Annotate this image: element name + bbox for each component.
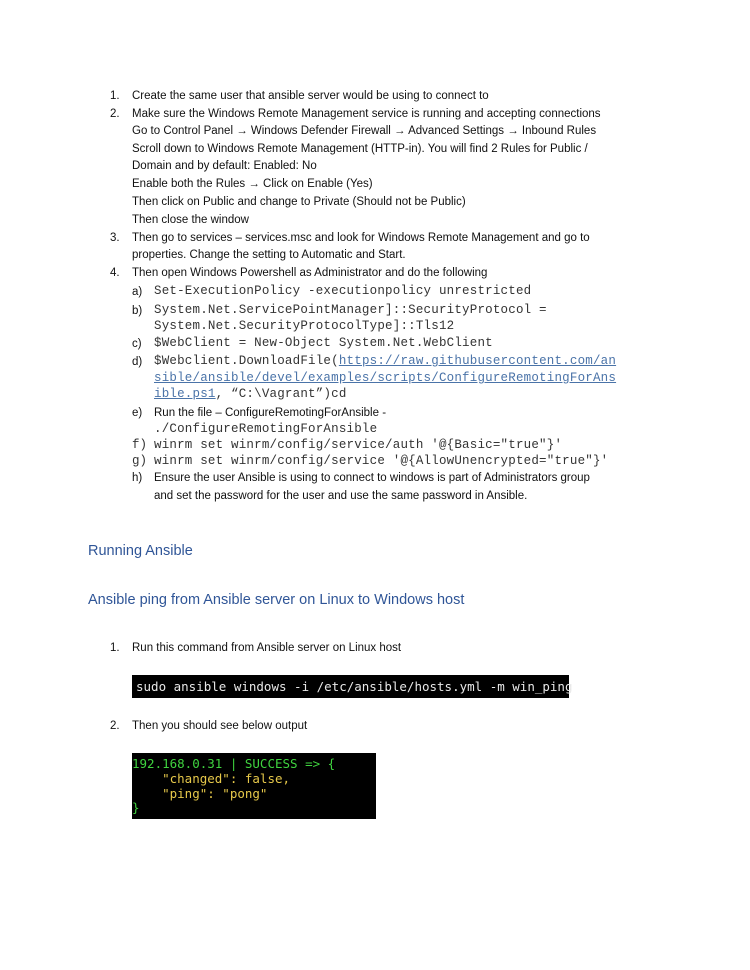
- script-url-link[interactable]: ible.ps1: [154, 387, 216, 401]
- list-item-text: Create the same user that ansible server would be using to connect to: [132, 90, 489, 102]
- substep-code: [154, 371, 616, 385]
- terminal-output-line: "changed": false,: [132, 771, 291, 786]
- list-item-text: Scroll down to Windows Remote Management (HTTP-in). You will find 2 Rules for Public /: [132, 143, 588, 155]
- terminal-output-line: }: [132, 800, 140, 815]
- substep-code: System.Net.SecurityProtocolType]::Tls12: [154, 319, 455, 333]
- list-number: 2.: [110, 108, 120, 120]
- substep-code: [154, 354, 616, 368]
- substep-code: $WebClient = New-Object System.Net.WebClient: [154, 336, 493, 350]
- list-number: 3.: [110, 232, 120, 244]
- list-number: 4.: [110, 267, 120, 279]
- list-item-text: Enable both the Rules → Click on Enable (Yes): [132, 178, 373, 190]
- list-item-text: Then close the window: [132, 214, 249, 226]
- terminal-output-line: "ping": "pong": [132, 786, 268, 801]
- substep-label: e): [132, 407, 143, 419]
- code-suffix: , “C:\Vagrant”)cd: [215, 387, 347, 401]
- list-number: 1.: [110, 90, 120, 102]
- list-item-text: Then click on Public and change to Private (Should not be Public): [132, 196, 466, 208]
- code-prefix: $Webclient.DownloadFile(: [154, 354, 339, 368]
- list-item-text: Then go to services – services.msc and look for Windows Remote Management and go to: [132, 232, 590, 244]
- substep-code: Set-ExecutionPolicy -executionpolicy unrestricted: [154, 284, 532, 298]
- list-number: 2.: [110, 720, 120, 732]
- substep-code: [154, 387, 347, 401]
- section-heading-ansible-ping: Ansible ping from Ansible server on Linux to Windows host: [88, 592, 465, 608]
- substep-code: System.Net.ServicePointManager]::SecurityProtocol =: [154, 303, 547, 317]
- terminal-command-screenshot: [132, 675, 573, 698]
- terminal-command: sudo ansible windows -i /etc/ansible/hosts.yml -m win_ping: [136, 679, 573, 694]
- substep-label: f): [132, 438, 148, 452]
- substep-label: h): [132, 472, 143, 484]
- list-item-text: Make sure the Windows Remote Management service is running and accepting connections: [132, 108, 601, 120]
- section-heading-running-ansible: Running Ansible: [88, 543, 193, 559]
- script-url-link[interactable]: sible/ansible/devel/examples/scripts/ConfigureRemotingForAns: [154, 371, 617, 385]
- list-number: 1.: [110, 642, 120, 654]
- script-url-link[interactable]: https://raw.githubusercontent.com/an: [338, 354, 617, 368]
- substep-text: Ensure the user Ansible is using to connect to windows is part of Administrators group: [154, 472, 590, 484]
- list-item-text: Run this command from Ansible server on Linux host: [132, 642, 402, 654]
- substep-label: a): [132, 286, 143, 298]
- substep-label: g): [132, 454, 148, 468]
- list-item-text: Domain and by default: Enabled: No: [132, 160, 317, 172]
- list-item-text: Then open Windows Powershell as Administrator and do the following: [132, 267, 488, 279]
- substep-label: b): [132, 305, 143, 317]
- substep-code: ./ConfigureRemotingForAnsible: [154, 422, 378, 436]
- terminal-output-line: 192.168.0.31 | SUCCESS => {: [132, 756, 336, 771]
- substep-code: winrm set winrm/config/service '@{AllowUnencrypted="true"}': [154, 454, 609, 468]
- substep-label: d): [132, 356, 143, 368]
- substep-text: and set the password for the user and use the same password in Ansible.: [154, 490, 528, 502]
- substep-label: c): [132, 338, 142, 350]
- list-item-text: Go to Control Panel → Windows Defender Firewall → Advanced Settings → Inbound Rules: [132, 125, 597, 137]
- list-item-text: Then you should see below output: [132, 720, 308, 732]
- substep-text: Run the file – ConfigureRemotingForAnsible -: [154, 407, 387, 419]
- substep-code: winrm set winrm/config/service/auth '@{Basic="true"}': [154, 438, 563, 452]
- terminal-output-screenshot: [132, 753, 376, 819]
- list-item-text: properties. Change the setting to Automatic and Start.: [132, 249, 406, 261]
